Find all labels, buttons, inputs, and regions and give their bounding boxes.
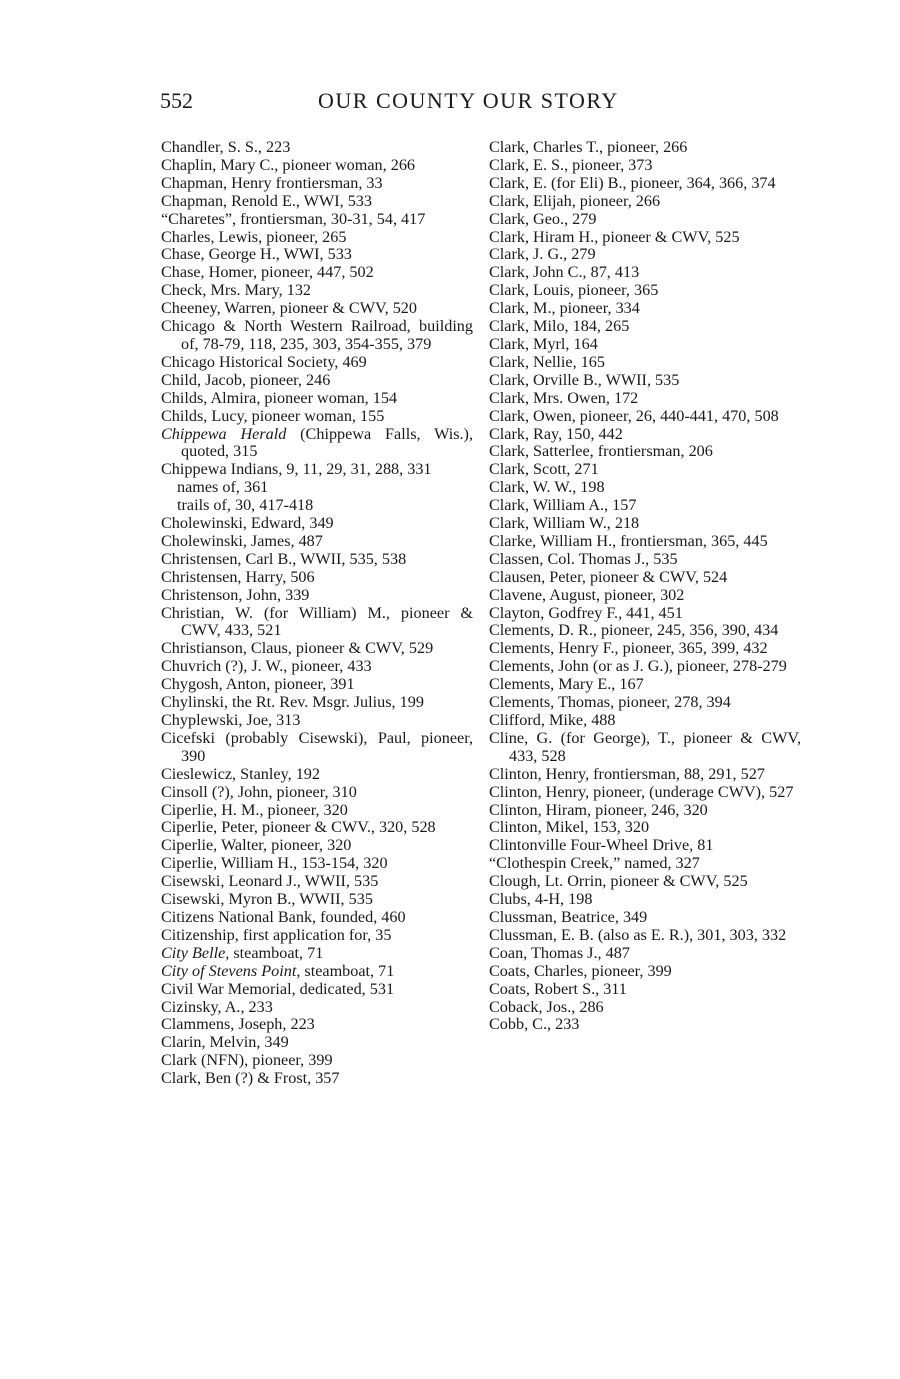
index-entry: Clark (NFN), pioneer, 399: [161, 1051, 333, 1070]
index-entry: Chaplin, Mary C., pioneer woman, 266: [161, 155, 416, 174]
entry-italic-title: City of Stevens Point,: [161, 961, 301, 980]
index-entry: Citizens National Bank, founded, 460: [161, 907, 406, 926]
index-entry: Christenson, John, 339: [161, 585, 310, 604]
index-entry: Cholewinski, Edward, 349: [161, 514, 334, 533]
index-entry: Clubs, 4-H, 198: [489, 890, 593, 909]
index-entry: Clark, J. G., 279: [489, 245, 596, 264]
index-entry: Chase, George H., WWI, 533: [161, 245, 352, 264]
index-entry: Coats, Robert S., 311: [489, 979, 627, 998]
index-entry: Clintonville Four-Wheel Drive, 81: [489, 836, 714, 855]
index-entry: Clavene, August, pioneer, 302: [489, 585, 685, 604]
index-entry: “Clothespin Creek,” named, 327: [489, 854, 700, 873]
index-entry: Cinsoll (?), John, pioneer, 310: [161, 782, 357, 801]
index-entry: Cisewski, Myron B., WWII, 535: [161, 890, 373, 909]
index-entry: Coats, Charles, pioneer, 399: [489, 961, 672, 980]
index-entry: Coan, Thomas J., 487: [489, 943, 630, 962]
index-entry: Cisewski, Leonard J., WWII, 535: [161, 872, 379, 891]
index-entry: “Charetes”, frontiersman, 30-31, 54, 417: [161, 209, 426, 228]
index-entry: Clinton, Henry, pioneer, (underage CWV), 527: [489, 782, 794, 801]
index-entry: Christian, W. (for William) M., pioneer & CWV, 433, 521: [161, 603, 473, 640]
index-entry: Clark, E. (for Eli) B., pioneer, 364, 366, 374: [489, 173, 776, 192]
entry-italic-title: Chippewa Herald: [161, 424, 287, 443]
index-entry: Cline, G. (for George), T., pioneer & CWV, 433, 528: [489, 728, 801, 765]
index-entry: Clark, William W., 218: [489, 514, 640, 533]
index-entry: Clark, Charles T., pioneer, 266: [489, 138, 688, 156]
index-entry: Civil War Memorial, dedicated, 531: [161, 979, 395, 998]
index-entry: Classen, Col. Thomas J., 535: [489, 549, 678, 568]
index-entry: Cholewinski, James, 487: [161, 531, 323, 550]
index-entry: Clark, Hiram H., pioneer & CWV, 525: [489, 227, 740, 246]
index-entry: Chippewa Indians, 9, 11, 29, 31, 288, 331: [161, 460, 432, 479]
index-entry: Clinton, Mikel, 153, 320: [489, 818, 650, 837]
index-entry: Chuvrich (?), J. W., pioneer, 433: [161, 657, 372, 676]
index-entry: Christianson, Claus, pioneer & CWV, 529: [161, 639, 434, 658]
index-entry: Clussman, Beatrice, 349: [489, 907, 648, 926]
index-entry: Cizinsky, A., 233: [161, 997, 273, 1016]
index-entry: Clark, Mrs. Owen, 172: [489, 388, 639, 407]
entry-text: (Chippewa Falls, Wis.), quoted, 315: [181, 424, 473, 461]
index-entry: Ciperlie, William H., 153-154, 320: [161, 854, 388, 873]
index-entry: Clark, Ben (?) & Frost, 357: [161, 1069, 340, 1088]
entry-text: steamboat, 71: [300, 961, 395, 980]
running-title: OUR COUNTY OUR STORY: [318, 88, 619, 113]
index-entry: Chandler, S. S., 223: [161, 138, 291, 156]
index-entry: Clark, Satterlee, frontiersman, 206: [489, 442, 713, 461]
index-entry: Clark, John C., 87, 413: [489, 263, 640, 282]
index-entry: Charles, Lewis, pioneer, 265: [161, 227, 347, 246]
entry-italic-title: City Belle,: [161, 943, 230, 962]
index-subentry: names of, 361: [177, 478, 269, 497]
index-column-right: [489, 139, 801, 1034]
index-entry: Clark, Myrl, 164: [489, 334, 598, 353]
index-entry: Clark, W. W., 198: [489, 478, 605, 497]
index-entry: Citizenship, first application for, 35: [161, 925, 392, 944]
index-entry: [161, 426, 473, 462]
index-entry: Clements, John (or as J. G.), pioneer, 278-279: [489, 657, 787, 676]
index-entry: Chapman, Renold E., WWI, 533: [161, 191, 372, 210]
index-entry: Clarke, William H., frontiersman, 365, 445: [489, 531, 768, 550]
index-entry: Clark, William A., 157: [489, 496, 637, 515]
index-entry: Check, Mrs. Mary, 132: [161, 281, 312, 300]
index-entry: Clinton, Hiram, pioneer, 246, 320: [489, 800, 708, 819]
index-entry: Clough, Lt. Orrin, pioneer & CWV, 525: [489, 872, 748, 891]
index-entry: Clark, Ray, 150, 442: [489, 424, 623, 443]
index-entry: Christensen, Carl B., WWII, 535, 538: [161, 549, 407, 568]
entry-text: steamboat, 71: [229, 943, 324, 962]
index-entry: Clifford, Mike, 488: [489, 711, 616, 729]
index-entry: Clements, Mary E., 167: [489, 675, 644, 694]
index-entry: Clayton, Godfrey F., 441, 451: [489, 603, 683, 622]
index-entry: Clausen, Peter, pioneer & CWV, 524: [489, 567, 728, 586]
index-entry: Clark, Scott, 271: [489, 460, 599, 479]
index-entry: Clark, Owen, pioneer, 26, 440-441, 470, 508: [489, 406, 779, 425]
index-entry: Clark, Nellie, 165: [489, 352, 605, 371]
index-entry: Clark, Milo, 184, 265: [489, 317, 630, 336]
index-entry: Child, Jacob, pioneer, 246: [161, 370, 331, 389]
index-entry: Chicago Historical Society, 469: [161, 352, 367, 371]
index-entry: Clark, Orville B., WWII, 535: [489, 370, 680, 389]
index-column-left: [161, 139, 473, 1088]
index-entry: Clarin, Melvin, 349: [161, 1033, 289, 1052]
index-entry: Chygosh, Anton, pioneer, 391: [161, 675, 355, 694]
index-entry: Childs, Almira, pioneer woman, 154: [161, 388, 398, 407]
index-entry: Clements, Henry F., pioneer, 365, 399, 432: [489, 639, 768, 658]
index-entry: [161, 945, 473, 963]
page-number: 552: [160, 88, 193, 113]
index-entry: Clussman, E. B. (also as E. R.), 301, 303, 332: [489, 925, 787, 944]
index-entry: Coback, Jos., 286: [489, 997, 604, 1016]
index-entry: Ciperlie, Peter, pioneer & CWV., 320, 528: [161, 818, 436, 837]
index-subentry: trails of, 30, 417-418: [177, 496, 314, 515]
index-entry: Cobb, C., 233: [489, 1015, 580, 1034]
index-entry: [161, 963, 473, 981]
index-entry: Clark, M., pioneer, 334: [489, 299, 640, 318]
index-entry: Clark, Geo., 279: [489, 209, 597, 228]
index-entry: Clark, Louis, pioneer, 365: [489, 281, 659, 300]
index-entry: Clements, D. R., pioneer, 245, 356, 390, 434: [489, 621, 779, 640]
index-entry: Christensen, Harry, 506: [161, 567, 315, 586]
index-entry: Chyplewski, Joe, 313: [161, 711, 301, 729]
index-entry: Clements, Thomas, pioneer, 278, 394: [489, 693, 731, 712]
index-entry: Chicago & North Western Railroad, building of, 78-79, 118, 235, 303, 354-355, 379: [161, 317, 473, 353]
index-entry: Clark, Elijah, pioneer, 266: [489, 191, 661, 210]
index-entry: Chapman, Henry frontiersman, 33: [161, 173, 383, 192]
index-entry: Chylinski, the Rt. Rev. Msgr. Julius, 199: [161, 693, 424, 712]
index-entry: Cheeney, Warren, pioneer & CWV, 520: [161, 299, 417, 318]
index-entry: Clark, E. S., pioneer, 373: [489, 155, 653, 174]
index-entry: Cieslewicz, Stanley, 192: [161, 764, 320, 783]
index-entry: Cicefski (probably Cisewski), Paul, pioneer, 390: [161, 728, 473, 765]
index-entry: Clinton, Henry, frontiersman, 88, 291, 527: [489, 764, 765, 783]
index-entry: Childs, Lucy, pioneer woman, 155: [161, 406, 385, 425]
page-header: [160, 88, 800, 120]
index-entry: Clammens, Joseph, 223: [161, 1015, 315, 1034]
index-entry: Chase, Homer, pioneer, 447, 502: [161, 263, 374, 282]
index-entry: Ciperlie, H. M., pioneer, 320: [161, 800, 348, 819]
index-entry: Ciperlie, Walter, pioneer, 320: [161, 836, 352, 855]
